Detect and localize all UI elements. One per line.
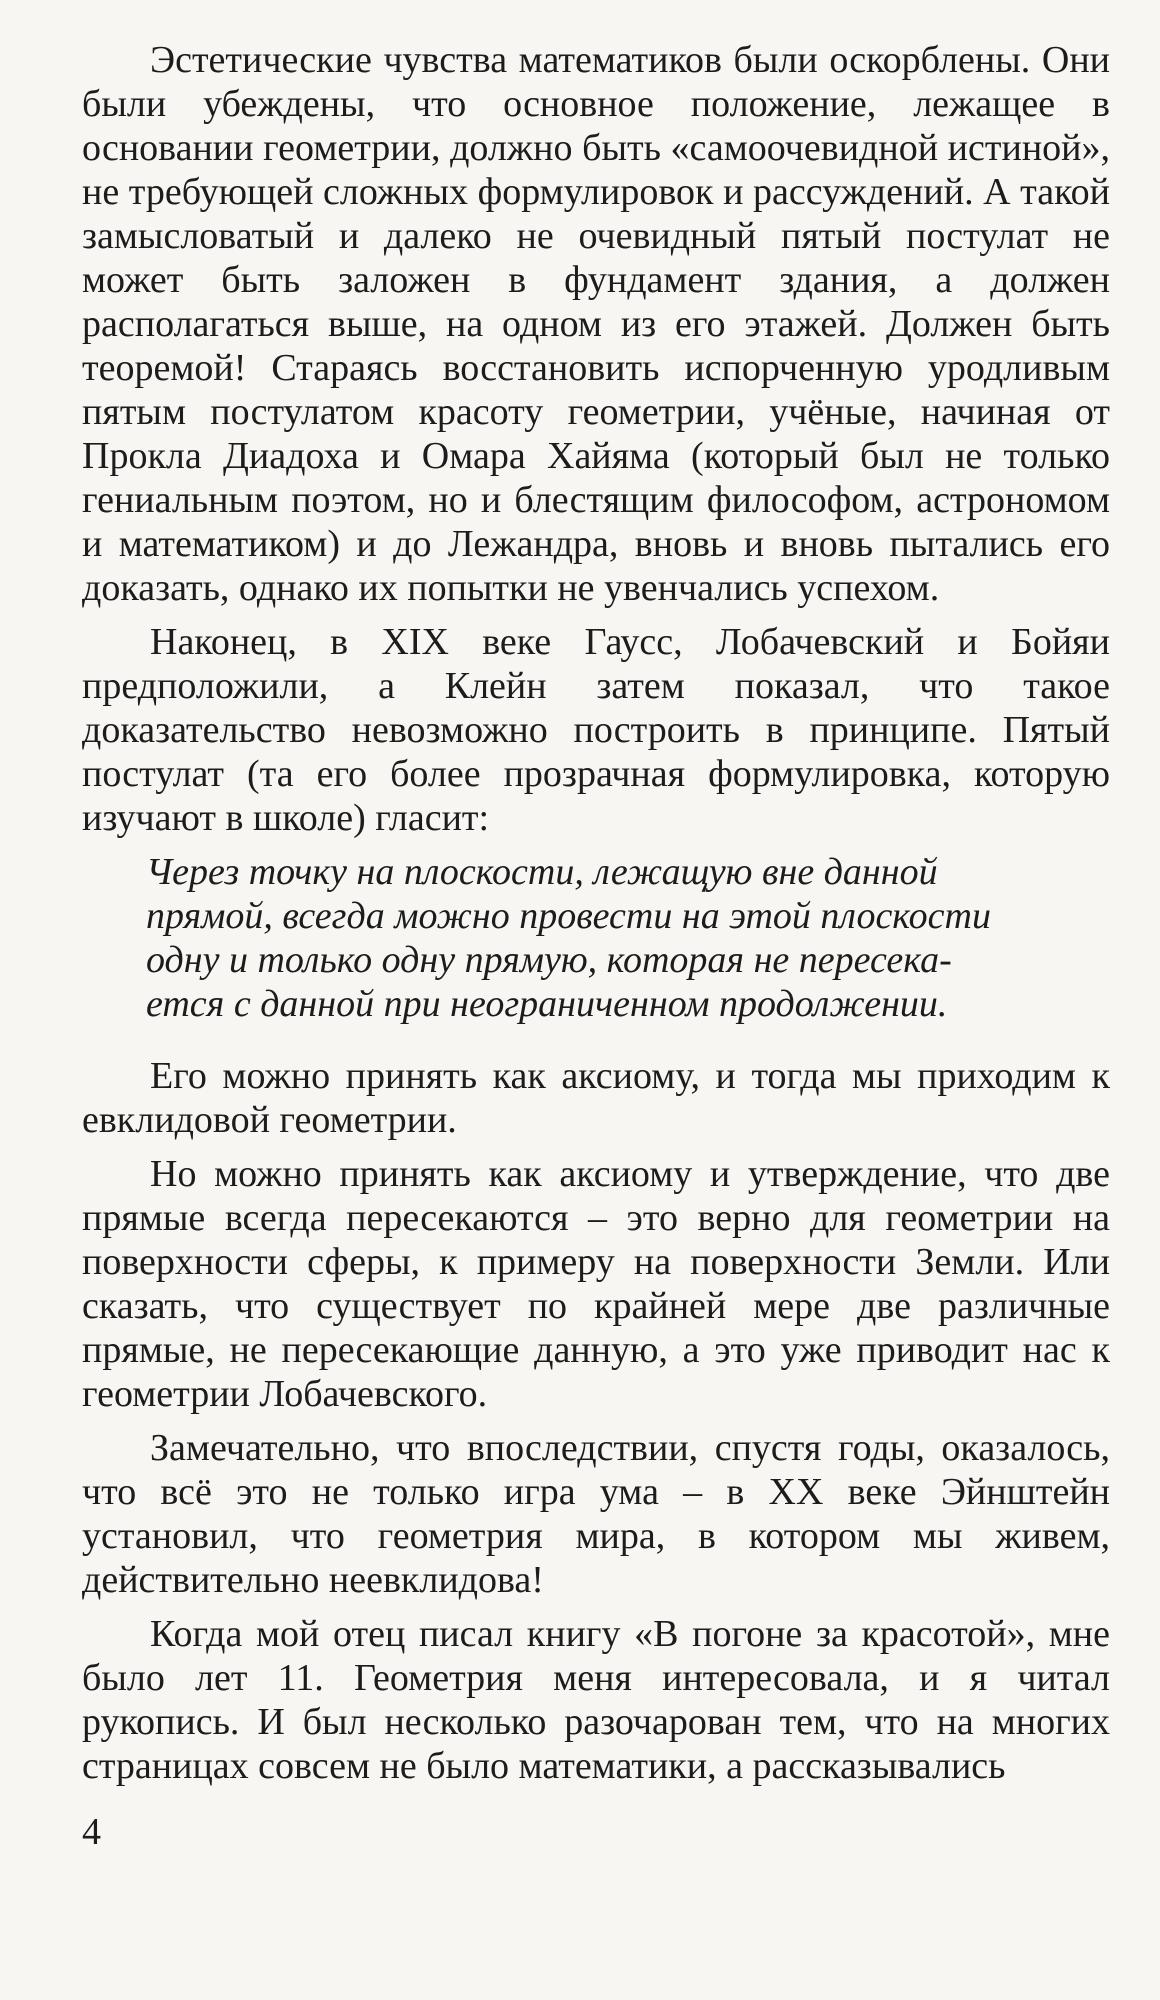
quote-line: ется с данной при неограниченном продолжении. — [146, 983, 948, 1025]
page-content — [82, 38, 1110, 1798]
paragraph: Эстетические чувства математиков были оскорблены. Они были убеждены, что основное положение, лежащее в основании геометрии, должно быть «самоочевидной истиной», не требующей сложных формулировок и рассуждений. А такой замысловатый и далеко не очевидный пятый постулат не может быть заложен в фундамент здания, а должен располагаться выше, на одном из его этажей. Должен быть теоремой! Стараясь восстановить испорченную уродливым пятым постулатом красоту геометрии, учёные, начиная от Прокла Диадоха и Омара Хайяма (который был не только гениальным поэтом, но и блестящим философом, астрономом и математиком) и до Лежандра, вновь и вновь пытались его доказать, однако их попытки не увенчались успехом. — [82, 39, 1110, 609]
quote-line: одну и только одну прямую, которая не пересека- — [146, 939, 952, 981]
paragraph: Когда мой отец писал книгу «В погоне за красотой», мне было лет 11. Геометрия меня интересовала, и я читал рукопись. И был несколько разочарован тем, что на многих страницах совсем не было математики, а рассказывались — [82, 1613, 1110, 1787]
quote-line: прямой, всегда можно провести на этой плоскости — [146, 895, 991, 937]
paragraph: Его можно принять как аксиому, и тогда мы приходим к евклидовой геометрии. — [82, 1055, 1110, 1141]
page-number: 4 — [82, 1811, 101, 1853]
paragraph: Наконец, в XIX веке Гаусс, Лобачевский и Бойяи предположили, а Клейн затем показал, что такое доказательство невозможно построить в принципе. Пятый постулат (та его более прозрачная формулировка, которую изучают в школе) гласит: — [82, 621, 1110, 839]
paragraph: Замечательно, что впоследствии, спустя годы, оказалось, что всё это не только игра ума – в XX веке Эйнштейн установил, что геометрия мира, в котором мы живем, действительно неевклидова! — [82, 1427, 1110, 1601]
fifth-postulate-quote — [146, 850, 1106, 1026]
quote-line: Через точку на плоскости, лежащую вне данной — [146, 851, 938, 893]
paragraph: Но можно принять как аксиому и утверждение, что две прямые всегда пересекаются – это верно для геометрии на поверхности сферы, к примеру на поверхности Земли. Или сказать, что существует по крайней мере две различные прямые, не пересекающие данную, а это уже приводит нас к геометрии Лобачевского. — [82, 1153, 1110, 1415]
